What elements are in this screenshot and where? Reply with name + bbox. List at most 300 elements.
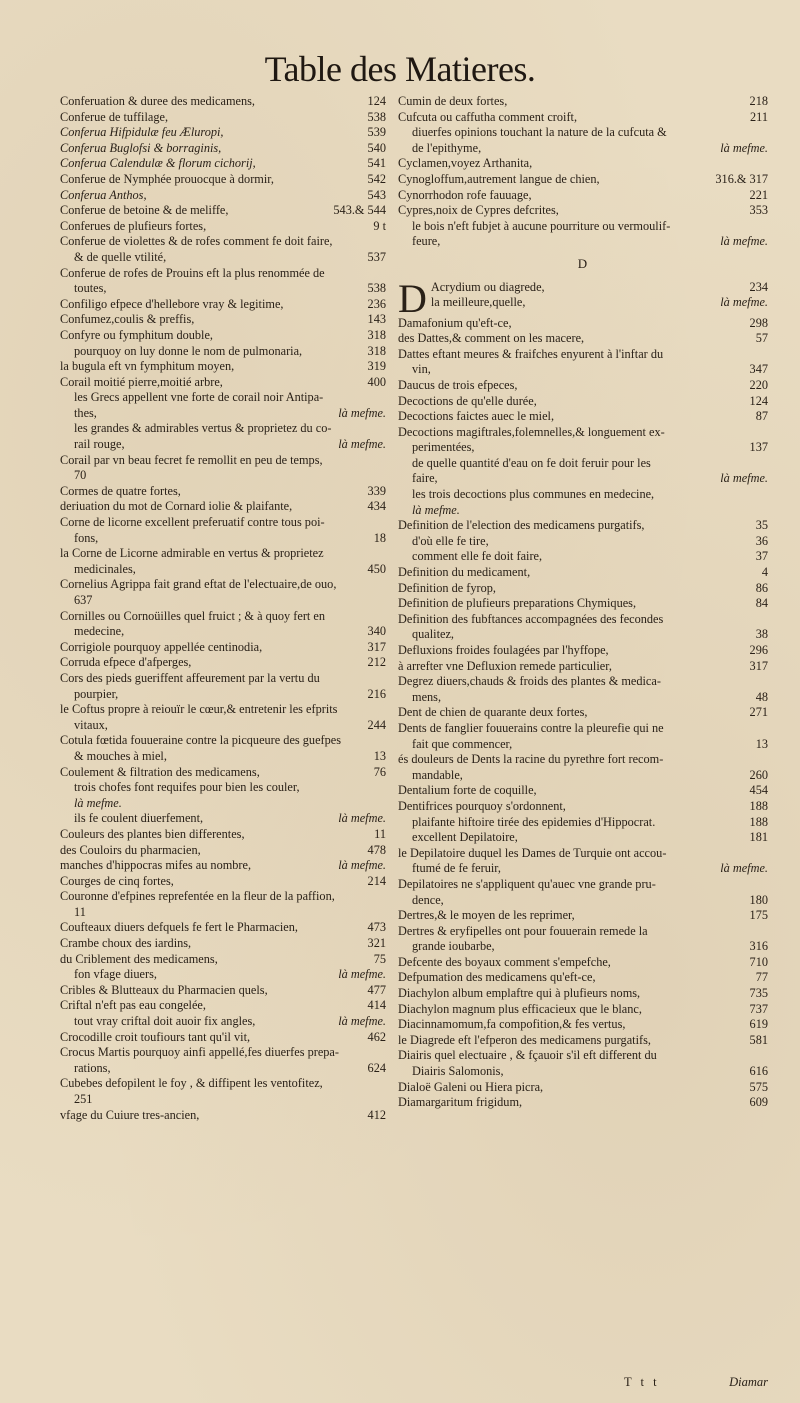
index-entry — [398, 378, 768, 394]
entry-text: Dattes eftant meures & fraifches enyurent à l'inftar du — [398, 346, 664, 361]
entry-text: Decoctions de qu'elle durée, — [398, 393, 537, 408]
entry-text: mandable, — [412, 767, 463, 782]
entry-page-ref: 4 — [761, 565, 768, 580]
entry-text: de l'epithyme, — [412, 140, 482, 155]
entry-text: 637 — [74, 593, 93, 607]
index-entry — [398, 893, 768, 909]
entry-page-ref: 57 — [755, 331, 768, 346]
entry-text: Dertres,& le moyen de les reprimer, — [398, 908, 575, 923]
index-entry — [398, 986, 768, 1002]
index-entry — [60, 266, 386, 282]
index-entry — [60, 1108, 386, 1124]
entry-page-ref: 538 — [367, 281, 386, 296]
entry-text: la Corne de Licorne admirable en vertus & proprietez — [60, 546, 324, 561]
entry-text: Decoctions faictes auec le miel, — [398, 409, 555, 424]
index-entry — [60, 858, 386, 874]
entry-page-ref: 214 — [367, 873, 386, 888]
index-entry — [60, 499, 386, 515]
index-entry — [398, 203, 768, 219]
entry-text: qualitez, — [412, 627, 454, 642]
index-entry — [60, 188, 386, 204]
entry-page-ref: 218 — [749, 94, 768, 108]
entry-page-ref: 473 — [367, 920, 386, 935]
index-entry — [398, 1048, 768, 1064]
index-entry — [398, 1095, 768, 1111]
index-entry — [60, 593, 386, 609]
entry-page-ref: 75 — [373, 951, 386, 966]
entry-text: Dents de fanglier fouuerains contre la pleurefie qui ne — [398, 720, 664, 735]
entry-page-ref: 137 — [749, 440, 768, 455]
index-entry — [398, 596, 768, 612]
index-entry — [60, 1030, 386, 1046]
entry-text: plaifante hiftoire tirée des epidemies d'Hippocrat. — [412, 814, 656, 829]
index-entry — [60, 110, 386, 126]
entry-page-ref: là mefme. — [720, 140, 768, 155]
entry-page-ref: 400 — [367, 374, 386, 389]
entry-page-ref: 234 — [749, 279, 768, 294]
index-entry — [60, 1045, 386, 1061]
index-entry — [398, 331, 768, 347]
entry-text: Diachylon album emplaftre qui à plufieurs noms, — [398, 986, 641, 1001]
entry-text: manches d'hippocras mifes au nombre, — [60, 858, 252, 873]
entry-text: Couleurs des plantes bien differentes, — [60, 826, 245, 841]
entry-page-ref: 180 — [749, 892, 768, 907]
index-entry — [60, 344, 386, 360]
entry-page-ref: là mefme. — [720, 295, 768, 310]
entry-page-ref: 124 — [367, 94, 386, 108]
entry-page-ref: 87 — [755, 409, 768, 424]
index-entry — [60, 609, 386, 625]
index-entry — [60, 827, 386, 843]
entry-text: ftumé de fe feruir, — [412, 861, 501, 876]
entry-text: Dentifrices pourquoy s'ordonnent, — [398, 798, 566, 813]
entry-text: excellent Depilatoire, — [412, 830, 518, 845]
index-entry — [398, 409, 768, 425]
entry-page-ref: là mefme. — [338, 1014, 386, 1029]
entry-text: Diamargaritum frigidum, — [398, 1095, 523, 1110]
entry-page-ref: 541 — [367, 156, 386, 171]
index-entry — [398, 456, 768, 472]
entry-text: le Diagrede eft l'efperon des medicamens purgatifs, — [398, 1032, 651, 1047]
entry-text: Confiligo efpece d'hellebore vray & legitime, — [60, 296, 284, 311]
index-entry — [398, 721, 768, 737]
index-entry — [398, 125, 768, 141]
entry-page-ref: 48 — [755, 689, 768, 704]
index-entry — [398, 612, 768, 628]
entry-page-ref: là mefme. — [720, 471, 768, 486]
index-entry — [398, 188, 768, 204]
entry-text: le Depilatoire duquel les Dames de Turquie ont accou- — [398, 845, 667, 860]
index-entry — [398, 172, 768, 188]
entry-text: & mouches à miel, — [74, 748, 167, 763]
entry-text: comment elle fe doit faire, — [412, 549, 543, 564]
entry-page-ref: là mefme. — [720, 861, 768, 876]
entry-page-ref: là mefme. — [338, 405, 386, 420]
entry-text: Corne de licorne excellent preferuatif contre tous poi- — [60, 515, 325, 530]
index-entry — [398, 908, 768, 924]
entry-page-ref: 414 — [367, 998, 386, 1013]
entry-text: Confumez,coulis & preffis, — [60, 312, 195, 327]
entry-text: medicinales, — [74, 561, 136, 576]
signature-mark: T t t — [624, 1375, 660, 1389]
right-column-d-entries — [398, 316, 768, 1111]
index-entry — [60, 156, 386, 172]
entry-text: Crambe choux des iardins, — [60, 936, 192, 951]
index-entry — [398, 1064, 768, 1080]
entry-page-ref: 616 — [749, 1064, 768, 1079]
entry-page-ref: 175 — [749, 908, 768, 923]
entry-page-ref: 537 — [367, 249, 386, 264]
index-entry — [60, 281, 386, 297]
entry-page-ref: 143 — [367, 312, 386, 327]
entry-page-ref: 211 — [750, 109, 768, 124]
index-entry — [60, 562, 386, 578]
index-entry — [398, 487, 768, 503]
index-entry — [60, 421, 386, 437]
entry-page-ref: 35 — [755, 518, 768, 533]
entry-page-ref: 321 — [367, 936, 386, 951]
entry-text: Defpumation des medicamens qu'eft-ce, — [398, 970, 596, 985]
index-entry — [398, 440, 768, 456]
entry-text: fons, — [74, 530, 99, 545]
entry-page-ref: 9 t — [373, 218, 386, 233]
entry-text: Cornilles ou Cornoüilles quel fruict ; & à quoy fert en — [60, 608, 326, 623]
entry-text: Conferuation & duree des medicamens, — [60, 94, 255, 108]
index-entry — [60, 811, 386, 827]
entry-text: toutes, — [74, 281, 107, 296]
entry-text: 11 — [74, 904, 86, 919]
index-entry — [60, 531, 386, 547]
index-entry — [60, 1076, 386, 1092]
entry-text: deriuation du mot de Cornard iolie & plaifante, — [60, 499, 293, 514]
entry-text: les trois decoctions plus communes en medecine, — [412, 487, 655, 502]
entry-page-ref: 36 — [755, 533, 768, 548]
entry-page-ref: 619 — [749, 1017, 768, 1032]
index-entry — [60, 765, 386, 781]
d-first-entries — [398, 280, 768, 311]
index-entry — [398, 565, 768, 581]
entry-text: Couronne d'efpines reprefentée en la fleur de la paffion, — [60, 889, 335, 904]
index-entry — [398, 518, 768, 534]
index-entry — [60, 780, 386, 796]
entry-page-ref: 260 — [749, 767, 768, 782]
index-entry — [60, 889, 386, 905]
entry-text: Conferue de tuffilage, — [60, 109, 169, 124]
entry-text: Diairis quel electuaire , & fçauoir s'il eft different du — [398, 1048, 657, 1063]
entry-text: Cynorrhodon rofe fauuage, — [398, 187, 532, 202]
index-entry — [398, 830, 768, 846]
entry-text: Damafonium qu'eft-ce, — [398, 315, 512, 330]
entry-text: fait que commencer, — [412, 736, 513, 751]
index-entry — [398, 1080, 768, 1096]
entry-text: & de quelle vtilité, — [74, 249, 167, 264]
entry-text: Crocus Martis pourquoy ainfi appellé,fes diuerfes prepa- — [60, 1045, 339, 1060]
page-title: Table des Matieres. — [264, 49, 536, 89]
index-entry — [398, 737, 768, 753]
entry-page-ref: 735 — [749, 986, 768, 1001]
index-entry — [398, 110, 768, 126]
entry-text: Definition des fubftances accompagnées des fecondes — [398, 611, 664, 626]
entry-text: d'où elle fe tire, — [412, 533, 489, 548]
entry-text: des Dattes,& comment on les macere, — [398, 331, 585, 346]
entry-text: Cyclamen,voyez Arthanita, — [398, 156, 533, 171]
entry-text: Coufteaux diuers defquels fe fert le Pharmacien, — [60, 920, 298, 935]
entry-text: Conferue de rofes de Prouins eft la plus renommée de — [60, 265, 325, 280]
entry-text: Confyre ou fymphitum double, — [60, 327, 214, 342]
index-entry — [60, 671, 386, 687]
index-entry — [431, 295, 768, 311]
entry-text: Crocodille croit toufiours tant qu'il vit, — [60, 1029, 251, 1044]
entry-text: Diacinnamomum,fa compofition,& fes vertus, — [398, 1017, 626, 1032]
index-entry — [60, 796, 386, 812]
entry-text: Acrydium ou diagrede, — [430, 279, 545, 294]
index-entry — [60, 125, 386, 141]
index-entry — [398, 234, 768, 250]
entry-page-ref: 412 — [367, 1107, 386, 1122]
index-entry — [60, 234, 386, 250]
entry-page-ref: 271 — [749, 705, 768, 720]
index-entry — [60, 936, 386, 952]
index-entry — [398, 425, 768, 441]
entry-text: Cynogloffum,autrement langue de chien, — [398, 171, 600, 186]
index-entry — [60, 515, 386, 531]
catchword: Diamar — [729, 1375, 768, 1389]
index-entry — [60, 468, 386, 484]
index-entry — [60, 375, 386, 391]
entry-text: Definition du medicament, — [398, 565, 531, 580]
index-entry — [398, 799, 768, 815]
entry-text: Dertres & eryfipelles ont pour fouuerain remede la — [398, 923, 648, 938]
entry-text: à arrefter vne Defluxion remede particulier, — [398, 658, 612, 673]
index-entry — [60, 1061, 386, 1077]
index-entry — [60, 655, 386, 671]
index-entry — [398, 549, 768, 565]
entry-page-ref: 77 — [755, 970, 768, 985]
index-entry — [398, 674, 768, 690]
entry-text: Corruda efpece d'afperges, — [60, 655, 192, 670]
index-entry — [60, 577, 386, 593]
index-entry — [398, 1017, 768, 1033]
entry-text: le bois n'eft fubjet à aucune pourriture ou vermoulif- — [412, 218, 671, 233]
entry-text: Dentalium forte de coquille, — [398, 783, 537, 798]
entry-text: dence, — [412, 892, 444, 907]
entry-page-ref: 181 — [749, 830, 768, 845]
entry-page-ref: 124 — [749, 393, 768, 408]
entry-text: Dialoë Galeni ou Hiera picra, — [398, 1079, 544, 1094]
entry-page-ref: là mefme. — [338, 437, 386, 452]
entry-page-ref: 317 — [749, 658, 768, 673]
entry-text: la bugula eft vn fymphitum moyen, — [60, 359, 235, 374]
entry-text: Cotula fœtida fouueraine contre la picqueure des guefpes — [60, 733, 342, 748]
right-column — [398, 94, 768, 1111]
entry-text: Daucus de trois efpeces, — [398, 377, 518, 392]
index-entry — [60, 94, 386, 110]
index-entry — [60, 219, 386, 235]
entry-page-ref: 347 — [749, 362, 768, 377]
index-entry — [60, 1014, 386, 1030]
entry-page-ref: 319 — [367, 359, 386, 374]
entry-text: Conferue de Nymphée prouocque à dormir, — [60, 171, 274, 186]
index-entry — [398, 534, 768, 550]
entry-page-ref: là mefme. — [720, 234, 768, 249]
index-entry — [398, 347, 768, 363]
entry-page-ref: 13 — [755, 736, 768, 751]
entry-page-ref: 236 — [367, 296, 386, 311]
entry-text: és douleurs de Dents la racine du pyrethre fort recom- — [398, 752, 664, 767]
entry-text: là mefme. — [412, 502, 460, 517]
entry-text: la meilleure,quelle, — [430, 295, 526, 310]
entry-text: perimentées, — [412, 440, 475, 455]
entry-page-ref: 318 — [367, 343, 386, 358]
index-entry — [398, 362, 768, 378]
entry-text: Dent de chien de quarante deux fortes, — [398, 705, 588, 720]
entry-page-ref: 434 — [367, 499, 386, 514]
entry-text: Depilatoires ne s'appliquent qu'auec vne grande pru- — [398, 876, 656, 891]
entry-text: les grandes & admirables vertus & proprietez du co- — [74, 421, 332, 436]
entry-page-ref: 539 — [367, 125, 386, 140]
entry-page-ref: 450 — [367, 561, 386, 576]
entry-text: vfage du Cuiure tres-ancien, — [60, 1107, 200, 1122]
entry-text: pourpier, — [74, 686, 119, 701]
index-entry — [60, 172, 386, 188]
entry-page-ref: 244 — [367, 717, 386, 732]
entry-page-ref: 18 — [373, 530, 386, 545]
entry-text: vin, — [412, 362, 431, 377]
index-entry — [60, 640, 386, 656]
entry-text: les Grecs appellent vne forte de corail noir Antipa- — [74, 390, 324, 405]
entry-page-ref: 220 — [749, 377, 768, 392]
index-entry — [60, 998, 386, 1014]
index-entry — [60, 141, 386, 157]
index-entry — [398, 705, 768, 721]
entry-text: Definition de fyrop, — [398, 580, 497, 595]
index-entry — [398, 471, 768, 487]
entry-text: Definition de l'election des medicamens purgatifs, — [398, 518, 645, 533]
right-column-c-entries — [398, 94, 768, 250]
entry-text: 251 — [74, 1092, 93, 1106]
index-entry — [60, 546, 386, 562]
entry-page-ref: là mefme. — [338, 967, 386, 982]
entry-text: diuerfes opinions touchant la nature de la cufcuta & — [412, 125, 667, 140]
entry-page-ref: 575 — [749, 1079, 768, 1094]
index-entry — [60, 484, 386, 500]
index-entry — [398, 955, 768, 971]
entry-text: Defluxions froides foulagées par l'hyffope, — [398, 643, 609, 657]
index-entry — [398, 394, 768, 410]
entry-text: Cubebes defopilent le foy , & diffipent les ventofitez, — [60, 1076, 323, 1091]
entry-text: Cormes de quatre fortes, — [60, 483, 181, 498]
entry-page-ref: 38 — [755, 627, 768, 642]
index-entry — [398, 924, 768, 940]
index-entry — [60, 874, 386, 890]
entry-page-ref: 86 — [755, 580, 768, 595]
entry-text: Cors des pieds gueriffent affeurement par la vertu du — [60, 670, 320, 685]
entry-page-ref: 84 — [755, 596, 768, 611]
index-entry — [398, 815, 768, 831]
entry-page-ref: 543 — [367, 187, 386, 202]
index-entry — [398, 768, 768, 784]
entry-text: grande ioubarbe, — [412, 939, 495, 954]
entry-text: Conferua Calendulæ & florum cichorij, — [60, 156, 256, 171]
entry-text: là mefme. — [74, 795, 122, 810]
entry-text: Coulement & filtration des medicamens, — [60, 764, 260, 779]
left-column — [60, 94, 386, 1123]
index-entry — [60, 718, 386, 734]
entry-text: du Criblement des medicamens, — [60, 951, 218, 966]
entry-text: Definition de plufieurs preparations Chymiques, — [398, 596, 637, 611]
entry-page-ref: 188 — [749, 798, 768, 813]
index-entry — [60, 843, 386, 859]
entry-page-ref: 316 — [749, 939, 768, 954]
index-entry — [398, 581, 768, 597]
entry-text: vitaux, — [74, 717, 108, 732]
index-entry — [60, 328, 386, 344]
entry-text: Diachylon magnum plus efficacieux que le blanc, — [398, 1001, 642, 1016]
index-entry — [398, 94, 768, 110]
entry-page-ref: 581 — [749, 1032, 768, 1047]
entry-text: Degrez diuers,chauds & froids des plantes & medica- — [398, 674, 661, 689]
index-entry — [60, 297, 386, 313]
entry-text: rail rouge, — [74, 437, 125, 452]
entry-page-ref: 477 — [367, 982, 386, 997]
index-entry — [60, 203, 386, 219]
index-entry — [60, 359, 386, 375]
index-entry — [60, 702, 386, 718]
entry-page-ref: 462 — [367, 1029, 386, 1044]
entry-text: Cornelius Agrippa fait grand eftat de l'electuaire,de ouo, — [60, 577, 337, 592]
entry-text: pourquoy on luy donne le nom de pulmonaria, — [74, 343, 303, 358]
entry-page-ref: 11 — [374, 826, 386, 841]
index-entry — [60, 390, 386, 406]
entry-page-ref: 296 — [749, 643, 768, 657]
index-entry — [398, 1002, 768, 1018]
entry-text: thes, — [74, 405, 97, 420]
entry-text: Corail par vn beau fecret fe remollit en peu de temps, — [60, 452, 323, 467]
index-entry — [60, 733, 386, 749]
entry-page-ref: 76 — [373, 764, 386, 779]
entry-page-ref: 13 — [373, 748, 386, 763]
index-entry — [398, 156, 768, 172]
index-entry — [60, 749, 386, 765]
entry-text: Cypres,noix de Cypres defcrites, — [398, 203, 559, 218]
entry-page-ref: 609 — [749, 1095, 768, 1110]
entry-page-ref: 317 — [367, 639, 386, 654]
index-entry — [60, 967, 386, 983]
index-entry — [60, 920, 386, 936]
entry-text: Cumin de deux fortes, — [398, 94, 508, 108]
index-entry — [398, 861, 768, 877]
index-entry — [398, 503, 768, 519]
index-entry — [398, 219, 768, 235]
entry-text: Conferua Hifpidulæ feu Æluropi, — [60, 125, 224, 140]
entry-text: des Couloirs du pharmacien, — [60, 842, 201, 857]
entry-page-ref: 298 — [749, 315, 768, 330]
index-entry — [398, 783, 768, 799]
entry-text: Courges de cinq fortes, — [60, 873, 174, 888]
entry-text: Conferue de betoine & de meliffe, — [60, 203, 229, 218]
index-entry — [398, 141, 768, 157]
index-entry — [60, 250, 386, 266]
entry-text: ils fe coulent diuerfement, — [74, 811, 204, 826]
d-section-start — [398, 280, 768, 316]
index-entry — [398, 316, 768, 332]
entry-page-ref: 37 — [755, 549, 768, 564]
entry-text: feure, — [412, 234, 441, 249]
entry-page-ref: là mefme. — [338, 858, 386, 873]
entry-text: Corrigiole pourquoy appellée centinodia, — [60, 639, 263, 654]
entry-page-ref: 624 — [367, 1060, 386, 1075]
index-entry — [60, 952, 386, 968]
